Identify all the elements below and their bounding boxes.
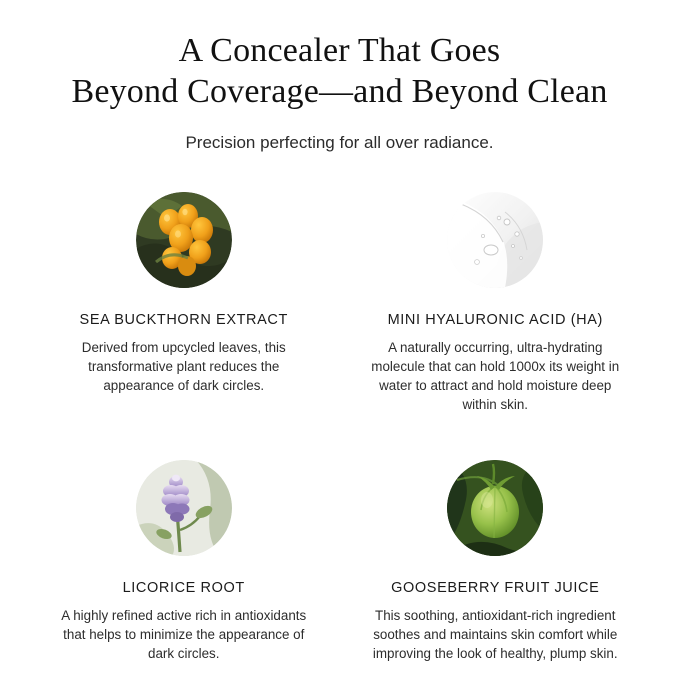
ingredient-card-gooseberry <box>340 460 652 663</box>
page-subtitle: Precision perfecting for all over radiance. <box>185 133 494 152</box>
ingredient-title: MINI HYALURONIC ACID (HA) <box>387 312 603 328</box>
page-title-line-1: A Concealer That Goes <box>178 32 501 69</box>
licorice-root-flower-image <box>136 460 232 556</box>
ingredient-grid <box>28 192 651 663</box>
ingredient-description: A naturally occurring, ultra-hydrating molecule that can hold 1000x its weight in water to attract and hold moisture deep within skin. <box>371 340 620 412</box>
ingredient-card-licorice-root <box>28 460 340 663</box>
ingredient-title: GOOSEBERRY FRUIT JUICE <box>391 580 600 596</box>
ingredient-title: SEA BUCKTHORN EXTRACT <box>79 312 288 328</box>
sea-buckthorn-berries-image <box>136 192 232 288</box>
page-title-line-2: Beyond Coverage—and Beyond Clean <box>71 73 608 110</box>
ingredient-title: LICORICE ROOT <box>122 580 245 596</box>
ingredient-description: A highly refined active rich in antioxidants that helps to minimize the appearance of dark circles. <box>61 608 307 661</box>
ingredient-card-hyaluronic-acid <box>340 192 652 414</box>
ingredient-description: This soothing, antioxidant-rich ingredient soothes and maintains skin comfort while improving the look of healthy, plump skin. <box>372 608 618 661</box>
ingredient-description: Derived from upcycled leaves, this transformative plant reduces the appearance of dark circles. <box>81 340 286 393</box>
page-title <box>28 30 651 112</box>
ingredient-card-sea-buckthorn <box>28 192 340 414</box>
gooseberry-fruit-image <box>447 460 543 556</box>
hyaluronic-acid-gel-image <box>447 192 543 288</box>
